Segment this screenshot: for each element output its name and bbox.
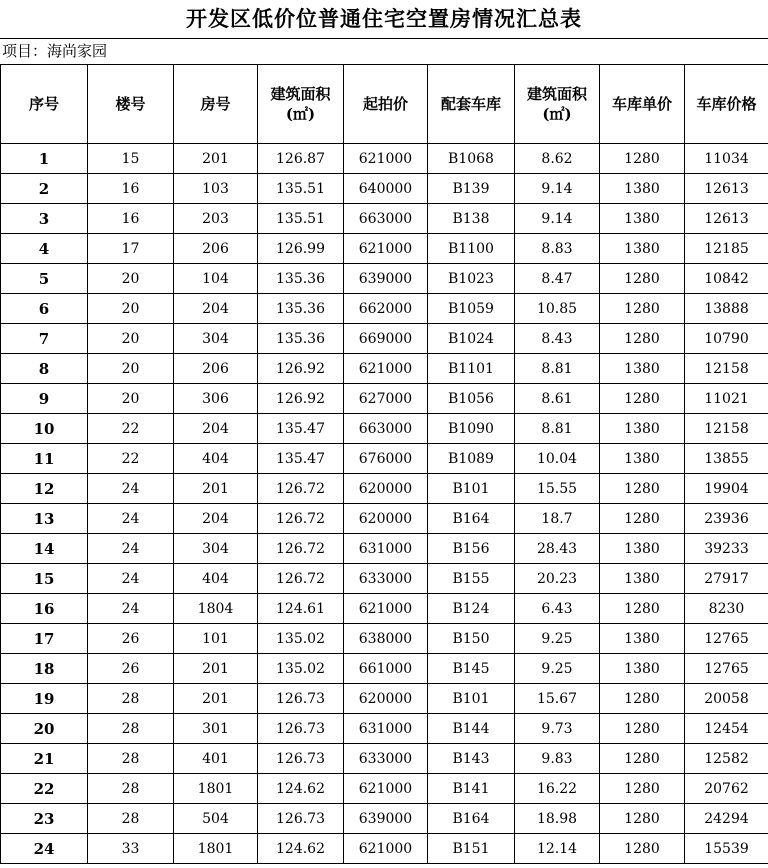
header-building[interactable]: 楼号 (88, 65, 174, 144)
cell-garage-area[interactable]: 6.43 (515, 594, 600, 624)
cell-start-price[interactable]: 631000 (344, 534, 428, 564)
cell-index[interactable]: 8 (1, 354, 88, 384)
cell-garage-price[interactable]: 24294 (685, 804, 768, 834)
cell-index[interactable]: 10 (1, 414, 88, 444)
table-body (1, 144, 768, 864)
cell-area[interactable]: 126.72 (258, 474, 344, 504)
cell-index[interactable]: 15 (1, 564, 88, 594)
cell-garage-price[interactable]: 39233 (685, 534, 768, 564)
cell-garage-price[interactable]: 11034 (685, 144, 768, 174)
cell-index[interactable]: 9 (1, 384, 88, 414)
cell-garage-price[interactable]: 15539 (685, 834, 768, 864)
cell-garage-area[interactable]: 9.25 (515, 624, 600, 654)
cell-garage-area[interactable]: 16.22 (515, 774, 600, 804)
cell-garage[interactable]: B150 (428, 624, 515, 654)
cell-building[interactable]: 22 (88, 444, 174, 474)
cell-area[interactable]: 135.02 (258, 654, 344, 684)
cell-index[interactable]: 22 (1, 774, 88, 804)
cell-garage-area[interactable]: 10.04 (515, 444, 600, 474)
cell-building[interactable]: 33 (88, 834, 174, 864)
header-garage-price[interactable]: 车库价格 (685, 65, 768, 144)
cell-garage-price[interactable]: 11021 (685, 384, 768, 414)
cell-garage-price[interactable]: 27917 (685, 564, 768, 594)
cell-building[interactable]: 17 (88, 234, 174, 264)
cell-index[interactable]: 21 (1, 744, 88, 774)
cell-start-price[interactable]: 627000 (344, 384, 428, 414)
cell-building[interactable]: 28 (88, 684, 174, 714)
cell-building[interactable]: 24 (88, 564, 174, 594)
cell-garage[interactable]: B1068 (428, 144, 515, 174)
cell-garage-price[interactable]: 23936 (685, 504, 768, 534)
header-area-unit: (㎡) (285, 105, 316, 123)
cell-garage-area[interactable]: 18.98 (515, 804, 600, 834)
cell-garage[interactable]: B138 (428, 204, 515, 234)
cell-index[interactable]: 4 (1, 234, 88, 264)
cell-index[interactable]: 5 (1, 264, 88, 294)
cell-start-price[interactable]: 639000 (344, 804, 428, 834)
cell-garage-price[interactable]: 20762 (685, 774, 768, 804)
header-start-price[interactable]: 起拍价 (344, 65, 428, 144)
cell-room[interactable]: 404 (174, 564, 258, 594)
table-row (1, 534, 768, 564)
cell-garage[interactable]: B156 (428, 534, 515, 564)
cell-garage-price[interactable]: 13855 (685, 444, 768, 474)
cell-room[interactable]: 101 (174, 624, 258, 654)
cell-start-price[interactable]: 661000 (344, 654, 428, 684)
cell-building[interactable]: 24 (88, 534, 174, 564)
cell-building[interactable]: 24 (88, 594, 174, 624)
table-row (1, 234, 768, 264)
cell-start-price[interactable]: 633000 (344, 744, 428, 774)
cell-unit-price[interactable]: 1280 (600, 144, 685, 174)
cell-building[interactable]: 20 (88, 294, 174, 324)
cell-index[interactable]: 7 (1, 324, 88, 354)
cell-start-price[interactable]: 621000 (344, 834, 428, 864)
cell-building[interactable]: 26 (88, 654, 174, 684)
cell-garage-price[interactable]: 8230 (685, 594, 768, 624)
cell-building[interactable]: 16 (88, 204, 174, 234)
cell-area[interactable]: 124.61 (258, 594, 344, 624)
header-unit-price[interactable]: 车库单价 (600, 65, 685, 144)
cell-unit-price[interactable]: 1280 (600, 804, 685, 834)
cell-room[interactable]: 204 (174, 294, 258, 324)
cell-garage[interactable]: B1023 (428, 264, 515, 294)
cell-building[interactable]: 20 (88, 324, 174, 354)
cell-building[interactable]: 22 (88, 414, 174, 444)
cell-area[interactable]: 126.72 (258, 504, 344, 534)
cell-room[interactable]: 304 (174, 324, 258, 354)
table-row (1, 144, 768, 174)
cell-unit-price[interactable]: 1380 (600, 444, 685, 474)
cell-start-price[interactable]: 620000 (344, 504, 428, 534)
cell-start-price[interactable]: 631000 (344, 714, 428, 744)
cell-index[interactable]: 2 (1, 174, 88, 204)
cell-room[interactable]: 201 (174, 474, 258, 504)
cell-index[interactable]: 3 (1, 204, 88, 234)
cell-unit-price[interactable]: 1280 (600, 684, 685, 714)
cell-unit-price[interactable]: 1380 (600, 564, 685, 594)
cell-building[interactable]: 24 (88, 474, 174, 504)
cell-garage[interactable]: B155 (428, 564, 515, 594)
cell-start-price[interactable]: 620000 (344, 684, 428, 714)
cell-garage-area[interactable]: 8.81 (515, 414, 600, 444)
table-row (1, 174, 768, 204)
table-row (1, 684, 768, 714)
cell-garage-area[interactable]: 8.62 (515, 144, 600, 174)
cell-garage-area[interactable]: 9.83 (515, 744, 600, 774)
table-title: 开发区低价位普通住宅空置房情况汇总表 (0, 0, 768, 39)
cell-building[interactable]: 20 (88, 354, 174, 384)
header-index[interactable]: 序号 (1, 65, 88, 144)
cell-unit-price[interactable]: 1280 (600, 294, 685, 324)
cell-garage[interactable]: B1059 (428, 294, 515, 324)
cell-unit-price[interactable]: 1280 (600, 474, 685, 504)
cell-garage-area[interactable]: 9.25 (515, 654, 600, 684)
cell-garage-area[interactable]: 20.23 (515, 564, 600, 594)
table-row (1, 624, 768, 654)
cell-start-price[interactable]: 621000 (344, 144, 428, 174)
cell-area[interactable]: 135.51 (258, 204, 344, 234)
header-garage-area[interactable] (515, 65, 600, 144)
cell-start-price[interactable]: 639000 (344, 264, 428, 294)
cell-building[interactable]: 28 (88, 744, 174, 774)
cell-area[interactable]: 135.51 (258, 174, 344, 204)
table-row (1, 714, 768, 744)
cell-unit-price[interactable]: 1280 (600, 744, 685, 774)
cell-room[interactable]: 201 (174, 654, 258, 684)
cell-garage[interactable]: B124 (428, 594, 515, 624)
header-garage[interactable]: 配套车库 (428, 65, 515, 144)
cell-index[interactable]: 20 (1, 714, 88, 744)
cell-garage-price[interactable]: 10842 (685, 264, 768, 294)
cell-garage-price[interactable]: 12613 (685, 204, 768, 234)
cell-building[interactable]: 28 (88, 804, 174, 834)
cell-start-price[interactable]: 633000 (344, 564, 428, 594)
cell-room[interactable]: 104 (174, 264, 258, 294)
cell-garage-price[interactable]: 20058 (685, 684, 768, 714)
cell-room[interactable]: 504 (174, 804, 258, 834)
table-row (1, 444, 768, 474)
header-row (1, 65, 768, 144)
cell-unit-price[interactable]: 1280 (600, 594, 685, 624)
cell-room[interactable]: 206 (174, 354, 258, 384)
cell-area[interactable]: 124.62 (258, 774, 344, 804)
vacant-housing-table (0, 64, 768, 864)
table-row (1, 774, 768, 804)
cell-room[interactable]: 206 (174, 234, 258, 264)
cell-building[interactable]: 28 (88, 774, 174, 804)
cell-index[interactable]: 12 (1, 474, 88, 504)
cell-area[interactable]: 135.02 (258, 624, 344, 654)
cell-garage[interactable]: B1100 (428, 234, 515, 264)
cell-area[interactable]: 135.36 (258, 294, 344, 324)
cell-unit-price[interactable]: 1380 (600, 534, 685, 564)
table-row (1, 564, 768, 594)
cell-garage-price[interactable]: 13888 (685, 294, 768, 324)
cell-garage[interactable]: B101 (428, 684, 515, 714)
cell-room[interactable]: 1804 (174, 594, 258, 624)
cell-garage-price[interactable]: 12158 (685, 354, 768, 384)
cell-unit-price[interactable]: 1380 (600, 354, 685, 384)
cell-garage-area[interactable]: 9.14 (515, 204, 600, 234)
cell-unit-price[interactable]: 1280 (600, 324, 685, 354)
cell-garage-price[interactable]: 12185 (685, 234, 768, 264)
cell-unit-price[interactable]: 1380 (600, 234, 685, 264)
cell-start-price[interactable]: 662000 (344, 294, 428, 324)
cell-start-price[interactable]: 663000 (344, 414, 428, 444)
cell-garage[interactable]: B1089 (428, 444, 515, 474)
table-row (1, 834, 768, 864)
cell-garage-area[interactable]: 8.47 (515, 264, 600, 294)
cell-garage[interactable]: B164 (428, 504, 515, 534)
cell-unit-price[interactable]: 1380 (600, 174, 685, 204)
cell-garage[interactable]: B151 (428, 834, 515, 864)
cell-start-price[interactable]: 621000 (344, 774, 428, 804)
cell-start-price[interactable]: 640000 (344, 174, 428, 204)
cell-garage-price[interactable]: 12613 (685, 174, 768, 204)
project-label: 项目：海尚家园 (2, 42, 108, 60)
cell-garage-price[interactable]: 10790 (685, 324, 768, 354)
cell-garage-area[interactable]: 28.43 (515, 534, 600, 564)
cell-area[interactable]: 135.36 (258, 264, 344, 294)
cell-garage-price[interactable]: 12582 (685, 744, 768, 774)
cell-start-price[interactable]: 621000 (344, 234, 428, 264)
cell-index[interactable]: 6 (1, 294, 88, 324)
cell-garage-price[interactable]: 12454 (685, 714, 768, 744)
cell-start-price[interactable]: 669000 (344, 324, 428, 354)
cell-area[interactable]: 126.99 (258, 234, 344, 264)
cell-garage-area[interactable]: 12.14 (515, 834, 600, 864)
cell-area[interactable]: 135.36 (258, 324, 344, 354)
cell-room[interactable]: 1801 (174, 774, 258, 804)
cell-unit-price[interactable]: 1380 (600, 204, 685, 234)
cell-garage-price[interactable]: 12765 (685, 654, 768, 684)
cell-garage-area[interactable]: 8.43 (515, 324, 600, 354)
cell-index[interactable]: 18 (1, 654, 88, 684)
cell-area[interactable]: 124.62 (258, 834, 344, 864)
cell-garage[interactable]: B139 (428, 174, 515, 204)
cell-building[interactable]: 20 (88, 384, 174, 414)
cell-index[interactable]: 13 (1, 504, 88, 534)
cell-garage-area[interactable]: 9.14 (515, 174, 600, 204)
table-row (1, 804, 768, 834)
table-row (1, 744, 768, 774)
cell-index[interactable]: 17 (1, 624, 88, 654)
cell-room[interactable]: 304 (174, 534, 258, 564)
cell-garage[interactable]: B143 (428, 744, 515, 774)
cell-start-price[interactable]: 621000 (344, 594, 428, 624)
cell-unit-price[interactable]: 1380 (600, 654, 685, 684)
cell-building[interactable]: 26 (88, 624, 174, 654)
cell-garage[interactable]: B1056 (428, 384, 515, 414)
cell-room[interactable]: 204 (174, 414, 258, 444)
cell-garage-area[interactable]: 8.83 (515, 234, 600, 264)
cell-area[interactable]: 126.72 (258, 534, 344, 564)
cell-building[interactable]: 28 (88, 714, 174, 744)
cell-building[interactable]: 16 (88, 174, 174, 204)
cell-unit-price[interactable]: 1280 (600, 384, 685, 414)
cell-area[interactable]: 126.87 (258, 144, 344, 174)
cell-garage[interactable]: B1101 (428, 354, 515, 384)
table-row (1, 384, 768, 414)
table-row (1, 294, 768, 324)
cell-room[interactable]: 201 (174, 144, 258, 174)
table-row (1, 504, 768, 534)
header-garage-area-label: 建筑面积 (526, 85, 587, 103)
cell-room[interactable]: 401 (174, 744, 258, 774)
cell-area[interactable]: 135.47 (258, 444, 344, 474)
cell-index[interactable]: 16 (1, 594, 88, 624)
table-row (1, 354, 768, 384)
cell-garage[interactable]: B1024 (428, 324, 515, 354)
header-area[interactable] (258, 65, 344, 144)
cell-garage-area[interactable]: 15.55 (515, 474, 600, 504)
cell-area[interactable]: 126.73 (258, 804, 344, 834)
cell-unit-price[interactable]: 1380 (600, 414, 685, 444)
table-row (1, 474, 768, 504)
cell-index[interactable]: 19 (1, 684, 88, 714)
cell-room[interactable]: 1801 (174, 834, 258, 864)
header-garage-area-unit: (㎡) (542, 105, 572, 123)
cell-garage-area[interactable]: 9.73 (515, 714, 600, 744)
cell-unit-price[interactable]: 1280 (600, 774, 685, 804)
cell-room[interactable]: 204 (174, 504, 258, 534)
header-area-label: 建筑面积 (270, 85, 331, 103)
cell-area[interactable]: 126.73 (258, 714, 344, 744)
table-row (1, 414, 768, 444)
cell-room[interactable]: 306 (174, 384, 258, 414)
cell-area[interactable]: 126.73 (258, 744, 344, 774)
cell-area[interactable]: 126.72 (258, 564, 344, 594)
cell-index[interactable]: 14 (1, 534, 88, 564)
cell-index[interactable]: 23 (1, 804, 88, 834)
cell-unit-price[interactable]: 1280 (600, 834, 685, 864)
cell-area[interactable]: 135.47 (258, 414, 344, 444)
cell-garage-price[interactable]: 12158 (685, 414, 768, 444)
cell-unit-price[interactable]: 1280 (600, 504, 685, 534)
cell-garage-price[interactable]: 19904 (685, 474, 768, 504)
cell-garage-area[interactable]: 10.85 (515, 294, 600, 324)
cell-start-price[interactable]: 676000 (344, 444, 428, 474)
table-row (1, 594, 768, 624)
cell-room[interactable]: 404 (174, 444, 258, 474)
cell-garage[interactable]: B1090 (428, 414, 515, 444)
cell-index[interactable]: 1 (1, 144, 88, 174)
table-row (1, 324, 768, 354)
cell-garage[interactable]: B164 (428, 804, 515, 834)
header-room[interactable]: 房号 (174, 65, 258, 144)
cell-unit-price[interactable]: 1280 (600, 264, 685, 294)
cell-start-price[interactable]: 620000 (344, 474, 428, 504)
cell-building[interactable]: 15 (88, 144, 174, 174)
cell-unit-price[interactable]: 1280 (600, 714, 685, 744)
cell-index[interactable]: 11 (1, 444, 88, 474)
cell-garage-area[interactable]: 8.81 (515, 354, 600, 384)
cell-room[interactable]: 201 (174, 684, 258, 714)
cell-garage-price[interactable]: 12765 (685, 624, 768, 654)
cell-room[interactable]: 203 (174, 204, 258, 234)
cell-garage[interactable]: B101 (428, 474, 515, 504)
cell-area[interactable]: 126.73 (258, 684, 344, 714)
table-row (1, 264, 768, 294)
cell-area[interactable]: 126.92 (258, 354, 344, 384)
cell-building[interactable]: 20 (88, 264, 174, 294)
cell-start-price[interactable]: 621000 (344, 354, 428, 384)
cell-garage-area[interactable]: 15.67 (515, 684, 600, 714)
cell-room[interactable]: 103 (174, 174, 258, 204)
cell-garage-area[interactable]: 18.7 (515, 504, 600, 534)
cell-area[interactable]: 126.92 (258, 384, 344, 414)
cell-garage[interactable]: B144 (428, 714, 515, 744)
cell-garage[interactable]: B141 (428, 774, 515, 804)
cell-start-price[interactable]: 638000 (344, 624, 428, 654)
cell-garage[interactable]: B145 (428, 654, 515, 684)
cell-index[interactable]: 24 (1, 834, 88, 864)
cell-unit-price[interactable]: 1380 (600, 624, 685, 654)
cell-start-price[interactable]: 663000 (344, 204, 428, 234)
table-row (1, 204, 768, 234)
table-row (1, 654, 768, 684)
cell-garage-area[interactable]: 8.61 (515, 384, 600, 414)
cell-room[interactable]: 301 (174, 714, 258, 744)
cell-building[interactable]: 24 (88, 504, 174, 534)
